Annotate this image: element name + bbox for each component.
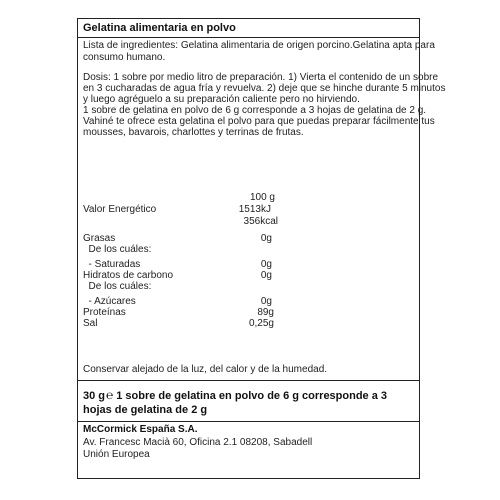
ingredients-line-1: Lista de ingredientes: Gelatina alimentaria de origen porcino.Gelatina apta para xyxy=(83,40,435,51)
product-title: Gelatina alimentaria en polvo xyxy=(83,22,236,34)
package-size-line-1 xyxy=(83,388,387,404)
dosage-line: 1 sobre de gelatina en polvo de 6 g corresponde a 3 hojas de gelatina de 2 g. xyxy=(83,105,427,116)
energy-kj-value: 1513kJ xyxy=(238,204,271,215)
nutrient-label: - Azúcares xyxy=(83,296,136,307)
company-address: Av. Francesc Macià 60, Oficina 2.1 08208, Sabadell xyxy=(83,437,313,448)
title-divider xyxy=(78,37,419,38)
product-label-panel xyxy=(77,18,446,479)
estimated-sign-icon: ℮ xyxy=(106,388,114,402)
package-size-line-2: hojas de gelatina de 2 g xyxy=(83,404,208,416)
net-weight: 30 g xyxy=(83,390,106,402)
nutrient-label: - Saturadas xyxy=(83,259,141,270)
nutrient-label: Sal xyxy=(83,318,98,329)
nutrient-label: De los cuáles: xyxy=(83,281,152,292)
dosage-line: mousses, bavarois, charlottes y terrinas de frutas. xyxy=(83,127,304,138)
nutrition-per-header: 100 g xyxy=(249,192,275,203)
dosage-line: en 3 cucharadas de agua fría y revuelva. 2) deje que se hinche durante 5 minutos xyxy=(83,83,446,94)
ingredients-line-2: consumo humano. xyxy=(83,52,166,63)
nutrient-value: 0g xyxy=(260,270,272,281)
nutrient-value: 89g xyxy=(257,307,274,318)
energy-kcal-value: 356kcal xyxy=(243,216,278,227)
nutrient-label: Grasas xyxy=(83,233,116,244)
nutrient-label: Proteínas xyxy=(83,307,126,318)
nutrient-value: 0g xyxy=(260,296,272,307)
nutrient-label: Hidratos de carbono xyxy=(83,270,174,281)
dosage-line: Vahiné te ofrece esta gelatina el polvo para que puedas preparar fácilmente tus xyxy=(83,116,435,127)
package-description: 1 sobre de gelatina en polvo de 6 g corresponde a 3 xyxy=(116,390,388,402)
nutrient-label: De los cuáles: xyxy=(83,244,152,255)
energy-label: Valor Energético xyxy=(83,204,157,215)
dosage-line: y luego agréguelo a su preparación caliente pero no hirviendo. xyxy=(83,94,360,105)
nutrient-value: 0g xyxy=(260,259,272,270)
company-name: McCormick España S.A. xyxy=(83,424,198,435)
dosage-line: Dosis: 1 sobre por medio litro de preparación. 1) Vierta el contenido de un sobre xyxy=(83,72,439,83)
nutrient-value: 0g xyxy=(260,233,272,244)
storage-divider xyxy=(78,380,419,381)
package-divider xyxy=(78,421,419,422)
storage-instructions: Conservar alejado de la luz, del calor y de la humedad. xyxy=(83,364,328,375)
nutrient-value: 0,25g xyxy=(248,318,274,329)
company-region: Unión Europea xyxy=(83,449,150,460)
